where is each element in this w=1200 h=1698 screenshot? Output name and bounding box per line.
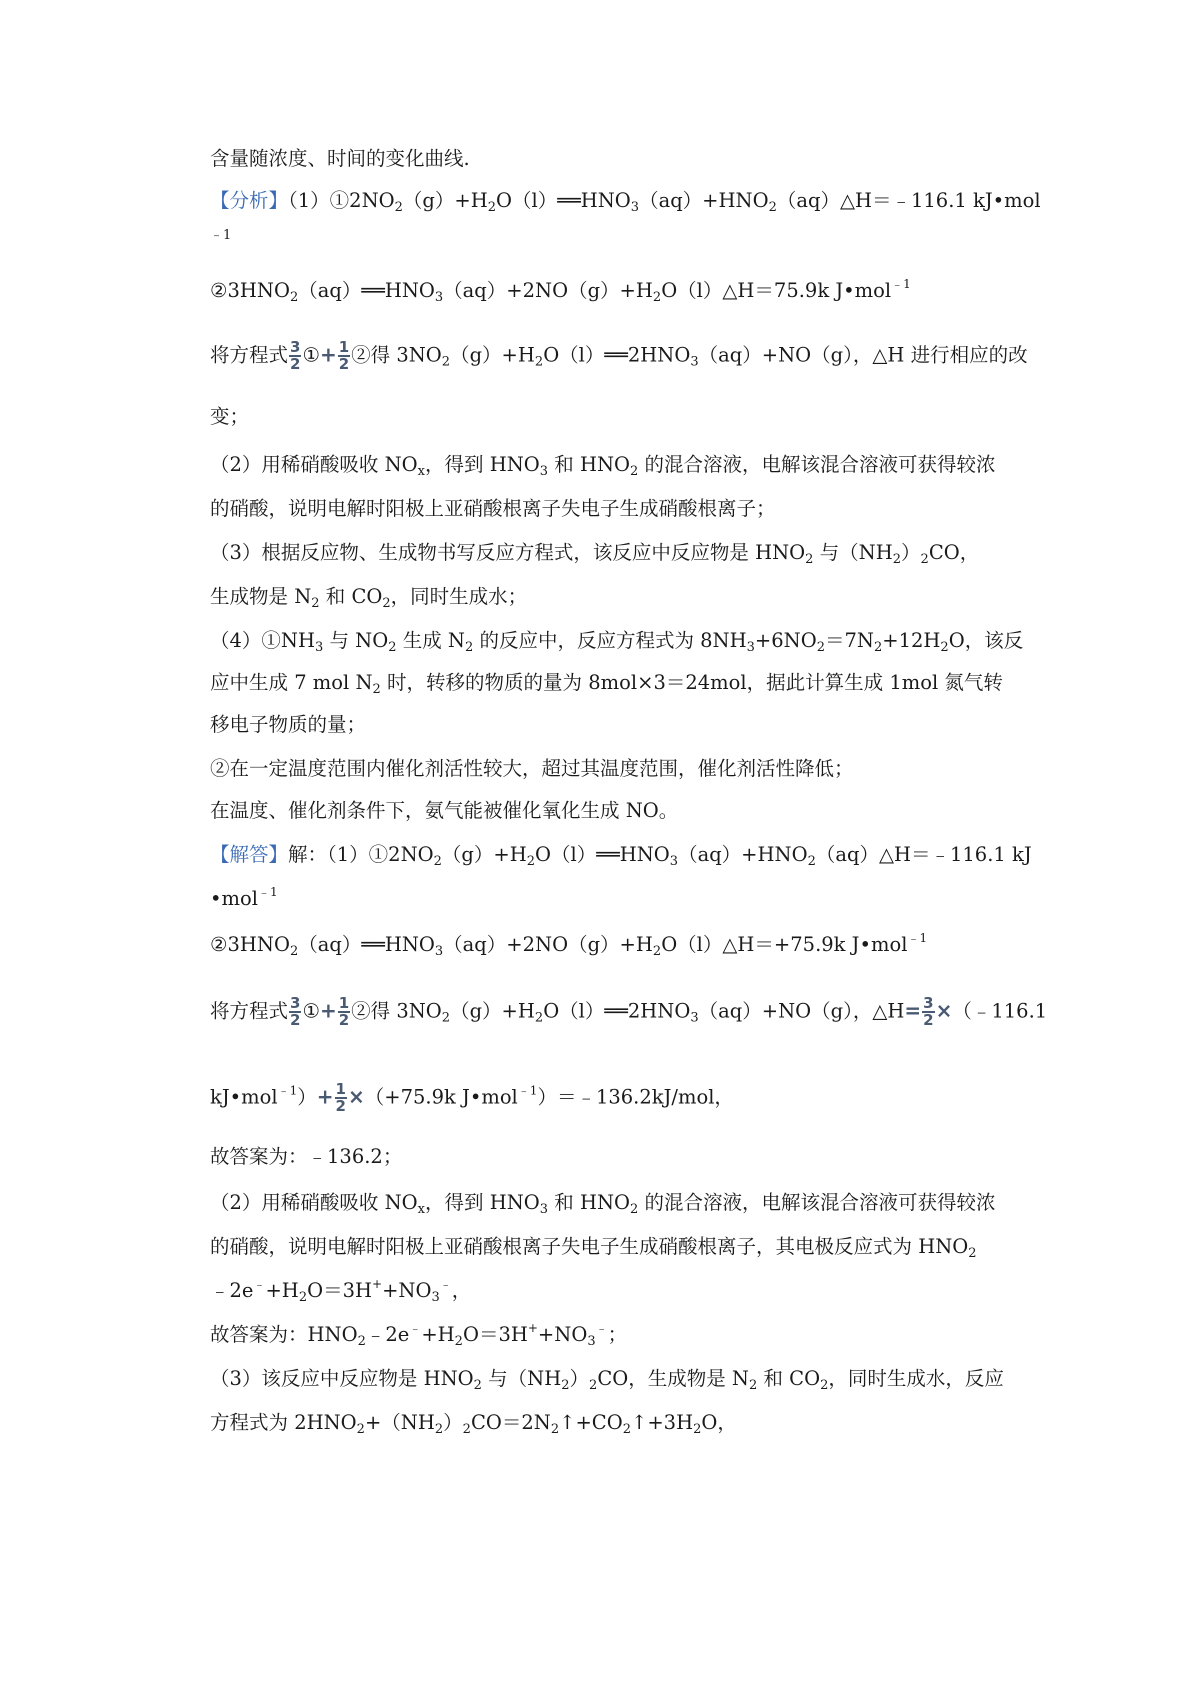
superscript: ﹣1 [907, 931, 928, 945]
subscript: 3 [690, 354, 699, 370]
subscript: 2 [454, 1334, 463, 1349]
eq-text: 与（NH [813, 541, 893, 564]
eq-text: （aq）+HNO [678, 843, 808, 866]
eq-text: ， [451, 1279, 472, 1302]
subscript: 2 [473, 1378, 482, 1393]
eq-text: ②3HNO [210, 279, 290, 302]
text-line-5 [210, 404, 1030, 430]
eq-text: O＝3H [307, 1279, 373, 1302]
eq-text: （aq）+2NO（g）+H [443, 933, 653, 956]
subscript: x [417, 464, 425, 479]
subscript: 2 [652, 290, 662, 305]
eq-text: ，得到 HNO [425, 1191, 540, 1214]
eq-text: O＝3H [462, 1323, 528, 1346]
plus-sign: + [316, 1084, 334, 1109]
solution-combination [210, 994, 1048, 1029]
subscript: 2 [534, 354, 544, 370]
eq-text: （+75.9k J•mol [364, 1085, 518, 1109]
eq-text: CO，生成物是 N [597, 1367, 749, 1390]
superscript: ﹣ [253, 1277, 266, 1291]
fraction-three-halves: $\frac{3}{2}$ [923, 994, 934, 1029]
eq-text: 的混合溶液，电解该混合溶液可获得较浓 [638, 1191, 996, 1214]
eq-text: 将方程式 [210, 999, 289, 1023]
eq-text: +H [421, 1323, 455, 1346]
eq-text: 的反应中，反应方程式为 8NH [473, 629, 747, 652]
subscript: 3 [314, 640, 324, 655]
subscript: 2 [289, 944, 299, 959]
eq-text: （4）①NH [210, 629, 315, 652]
line-text: ②在一定温度范围内催化剂活性较大，超过其温度范围，催化剂活性降低； [210, 757, 854, 780]
fraction-three-halves: $\frac{3}{2}$ [290, 994, 301, 1029]
eq-text: ②得 3NO [351, 999, 442, 1023]
subscript: 2 [920, 552, 929, 567]
eq-text: ； [607, 1323, 628, 1346]
subscript: 2 [816, 640, 825, 655]
eq-text: ＝7N [824, 629, 874, 652]
subscript: 2 [441, 1010, 451, 1026]
eq-text: ） [901, 541, 921, 564]
eq-text: ① [302, 999, 320, 1023]
eq-text: O（l）△H＝75.9k J•mol [661, 279, 892, 302]
eq-text: ） [297, 1085, 317, 1109]
eq-text: +NO [537, 1323, 588, 1346]
eq-text: ） [443, 1411, 463, 1434]
superscript: + [527, 1321, 538, 1335]
eq-text: O（l）══HNO [535, 843, 670, 866]
eq-text: +H [265, 1279, 299, 1302]
eq-text: 与 NO [323, 629, 389, 652]
text-line-7 [210, 496, 1030, 522]
eq-text: 将方程式 [210, 343, 289, 367]
eq-text: （g）+H [402, 189, 488, 212]
subscript: 2 [873, 640, 883, 655]
text-line-11 [210, 670, 1030, 696]
subscript: 2 [630, 464, 639, 479]
subscript: 2 [434, 1422, 444, 1437]
subscript: 2 [388, 640, 397, 655]
superscript: ﹣ [595, 1321, 608, 1335]
eq-text: ，得到 HNO [425, 453, 540, 476]
eq-text: 的混合溶液，电解该混合溶液可获得较浓 [638, 453, 996, 476]
superscript: ﹣1 [257, 885, 278, 899]
subscript: 2 [394, 200, 403, 215]
solution-equation-1 [210, 842, 1030, 868]
line-text: 在温度、催化剂条件下，氨气能被催化氧化生成 NO。 [210, 799, 679, 822]
line-text: 变； [210, 405, 250, 428]
subscript: 3 [539, 1202, 549, 1217]
fraction-one-half: $\frac{1}{2}$ [335, 1080, 346, 1115]
answer-2 [210, 1322, 1030, 1348]
line-text: 故答案为：﹣136.2； [210, 1145, 403, 1168]
text-line-16 [210, 886, 1030, 912]
subscript: 2 [768, 200, 777, 215]
electrode-equation [210, 1278, 1030, 1304]
eq-text: ① [302, 343, 320, 367]
eq-text: （aq）══HNO [298, 933, 435, 956]
eq-text: ②3HNO [210, 933, 290, 956]
eq-text: O， [701, 1411, 737, 1434]
answer-1 [210, 1144, 1030, 1170]
subscript: 2 [311, 596, 320, 611]
analysis-tag: 【分析】 [210, 189, 289, 212]
subscript: 2 [820, 1378, 829, 1393]
subscript: 3 [587, 1334, 596, 1349]
eq-text: ②得 3NO [351, 343, 442, 367]
text-line-9 [210, 584, 1030, 610]
subscript: 2 [462, 1422, 471, 1437]
eq-text: 故答案为：HNO [210, 1323, 358, 1346]
solution-part-3 [210, 1366, 1030, 1392]
eq-text: O（l）══2HNO [543, 343, 691, 367]
equals-sign: = [904, 998, 922, 1023]
analysis-part-2 [210, 452, 1030, 478]
eq-text: （3）该反应中反应物是 HNO [210, 1367, 474, 1390]
eq-text: O（l）△H＝+75.9k J•mol [661, 933, 908, 956]
eq-text: CO＝2N [470, 1411, 551, 1434]
eq-text: ，同时生成水，反应 [828, 1367, 1004, 1390]
eq-text: （g）+H [441, 843, 527, 866]
subscript: 2 [630, 1202, 639, 1217]
subscript: 2 [441, 354, 451, 370]
eq-text: 的硝酸，说明电解时阳极上亚硝酸根离子失电子生成硝酸根离子，其电极反应式为 HNO [210, 1235, 969, 1258]
subscript: 2 [357, 1334, 366, 1349]
solution-tag: 【解答】 [210, 843, 289, 866]
eq-text: （g）+H [450, 343, 535, 367]
times-sign: × [347, 1084, 365, 1109]
reaction-equation [210, 1410, 1030, 1436]
eq-text: 生成 N [396, 629, 465, 652]
eq-text: +（NH [364, 1411, 435, 1434]
subscript: 3 [434, 944, 444, 959]
analysis-part-4 [210, 628, 1030, 654]
subscript: 2 [561, 1378, 570, 1393]
eq-text: CO， [928, 541, 980, 564]
eq-text: （2）用稀硝酸吸收 NO [210, 453, 418, 476]
eq-text: kJ•mol [210, 1085, 278, 1109]
eq-text: 和 HNO [548, 453, 630, 476]
eq-text: （﹣116.1 [952, 999, 1048, 1023]
eq-text: （aq）△H＝﹣116.1 kJ•mol [776, 189, 1041, 212]
line-text: 的硝酸，说明电解时阳极上亚硝酸根离子失电子生成硝酸根离子； [210, 497, 776, 520]
eq-text: 方程式为 2HNO [210, 1411, 357, 1434]
subscript: 2 [382, 596, 391, 611]
subscript: 2 [940, 640, 949, 655]
subscript: 2 [487, 200, 497, 215]
eq-text: ）＝﹣136.2kJ/mol， [537, 1085, 734, 1109]
superscript: + [372, 1277, 383, 1291]
subscript: 2 [298, 1290, 308, 1305]
eq-text: （3）根据反应物、生成物书写反应方程式，该反应中反应物是 HNO [210, 541, 806, 564]
subscript: 2 [526, 854, 536, 869]
eq-text: 和 CO [319, 585, 383, 608]
exponent-wrap [210, 228, 1030, 244]
subscript: 2 [356, 1422, 365, 1437]
subscript: 3 [746, 640, 755, 655]
eq-text: O，该反 [948, 629, 1024, 652]
analysis-combination [210, 340, 1030, 372]
subscript: 2 [805, 552, 814, 567]
text-line-12 [210, 712, 1030, 738]
fraction-one-half: $\frac{1}{2}$ [338, 338, 350, 373]
text-line-14 [210, 798, 1030, 824]
solution-combination-cont [210, 1082, 1030, 1114]
fraction-one-half: $\frac{1}{2}$ [338, 994, 350, 1029]
subscript: 3 [690, 1010, 699, 1026]
text-line-22 [210, 1234, 1030, 1260]
eq-text: ﹣2e [210, 1279, 254, 1302]
eq-text: （aq）△H＝﹣116.1 kJ [815, 843, 1032, 866]
fraction-three-halves: $\frac{3}{2}$ [290, 338, 301, 373]
subscript: 2 [550, 1422, 560, 1437]
eq-text: （g）+H [450, 999, 535, 1023]
subscript: 3 [434, 290, 444, 305]
subscript: 2 [892, 552, 902, 567]
line-text: 移电子物质的量； [210, 713, 367, 736]
text-line-13 [210, 756, 1030, 782]
superscript: ﹣1 [277, 1083, 298, 1098]
subscript: 3 [669, 854, 679, 869]
superscript: ﹣ [439, 1277, 452, 1291]
text-line-1 [210, 146, 1030, 172]
subscript: 2 [589, 1378, 598, 1393]
subscript: 3 [431, 1290, 440, 1305]
subscript: 2 [464, 640, 474, 655]
subscript: 2 [748, 1378, 758, 1393]
line-text: 含量随浓度、时间的变化曲线. [210, 147, 470, 170]
superscript: ﹣1 [517, 1083, 538, 1098]
subscript: 2 [433, 854, 442, 869]
plus-sign: + [319, 342, 337, 367]
analysis-part-3 [210, 540, 1030, 566]
subscript: 2 [622, 1422, 631, 1437]
subscript: 2 [693, 1422, 702, 1437]
eq-text: （aq）+NO（g），△H 进行相应的改 [698, 343, 1028, 367]
solution-part-2 [210, 1190, 1030, 1216]
eq-text: O（l）══HNO [496, 189, 631, 212]
eq-text: 与（NH [481, 1367, 562, 1390]
eq-text: 和 HNO [548, 1191, 630, 1214]
eq-text: （1）①2NO [288, 189, 395, 212]
superscript: ﹣1 [891, 277, 911, 291]
eq-text: 解：（1）①2NO [288, 843, 434, 866]
eq-text: ） [569, 1367, 590, 1390]
solution-equation-2 [210, 932, 1030, 958]
eq-text: ↑+3H [631, 1411, 694, 1434]
eq-text: •mol [210, 887, 258, 910]
eq-text: 时，转移的物质的量为 8mol×3＝24mol，据此计算生成 1mol 氮气转 [380, 671, 1003, 694]
eq-text: +NO [382, 1279, 432, 1302]
subscript: 3 [539, 464, 549, 479]
eq-text: 生成物是 N [210, 585, 312, 608]
subscript: 2 [652, 944, 662, 959]
subscript: 2 [534, 1010, 544, 1026]
subscript: x [417, 1202, 425, 1217]
subscript: 3 [630, 200, 640, 215]
eq-text: ﹣2e [365, 1323, 410, 1346]
subscript: 2 [807, 854, 816, 869]
eq-text: （aq）+2NO（g）+H [443, 279, 653, 302]
eq-text: 和 CO [757, 1367, 821, 1390]
subscript: 2 [968, 1246, 977, 1261]
analysis-equation-2 [210, 278, 1030, 304]
eq-text: +6NO [754, 629, 817, 652]
eq-text: ↑+CO [559, 1411, 623, 1434]
eq-text: （2）用稀硝酸吸收 NO [210, 1191, 418, 1214]
eq-text: 应中生成 7 mol N [210, 671, 373, 694]
eq-text: （aq）+HNO [639, 189, 769, 212]
eq-text: （aq）══HNO [298, 279, 435, 302]
times-sign: × [935, 998, 953, 1023]
subscript: 2 [289, 290, 299, 305]
exponent-text: ﹣1 [210, 228, 232, 243]
eq-text: （aq）+NO（g），△H [698, 999, 905, 1023]
superscript: ﹣ [409, 1321, 422, 1335]
plus-sign: + [319, 998, 337, 1023]
eq-text: +12H [882, 629, 941, 652]
subscript: 2 [372, 682, 381, 697]
eq-text: O（l）══2HNO [543, 999, 691, 1023]
analysis-equation-1 [210, 188, 1041, 215]
eq-text: ，同时生成水； [390, 585, 528, 608]
